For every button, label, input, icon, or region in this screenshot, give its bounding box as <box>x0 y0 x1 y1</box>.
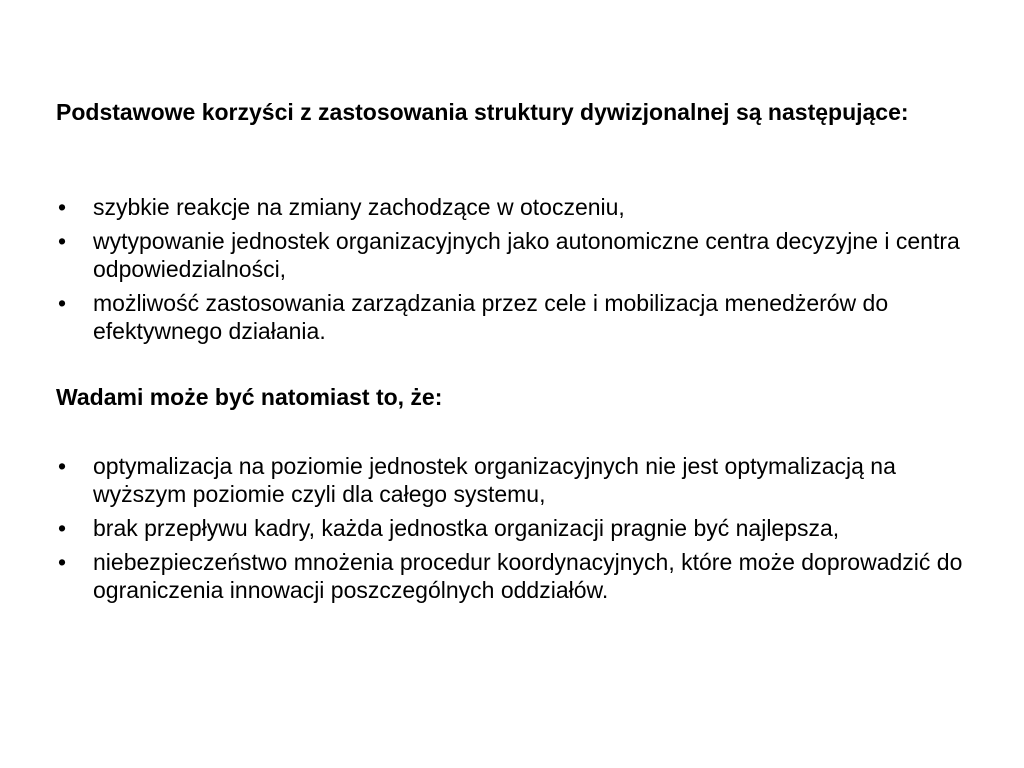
list-item <box>56 514 976 542</box>
bullet-icon: • <box>58 549 67 575</box>
bullet-icon: • <box>58 290 67 316</box>
bullet-icon: • <box>58 194 67 220</box>
list-item <box>56 193 976 221</box>
list-item-text: szybkie reakcje na zmiany zachodzące w otoczeniu, <box>93 194 625 220</box>
list-item <box>56 548 976 604</box>
list-item <box>56 452 976 508</box>
bullet-icon: • <box>58 228 67 254</box>
list-item <box>56 289 976 345</box>
bullet-icon: • <box>58 453 67 479</box>
disadvantages-list <box>56 452 976 610</box>
disadvantages-heading: Wadami może być natomiast to, że: <box>56 384 443 410</box>
list-item-text: brak przepływu kadry, każda jednostka organizacji pragnie być najlepsza, <box>93 515 840 541</box>
advantages-heading: Podstawowe korzyści z zastosowania struktury dywizjonalnej są następujące: <box>56 99 909 125</box>
list-item-text: możliwość zastosowania zarządzania przez cele i mobilizacja menedżerów do efektywnego działania. <box>93 290 889 344</box>
list-item-text: optymalizacja na poziomie jednostek organizacyjnych nie jest optymalizacją na wyższym poziomie czyli dla całego systemu, <box>93 453 896 507</box>
list-item-text: niebezpieczeństwo mnożenia procedur koordynacyjnych, które może doprowadzić do ograniczenia innowacji poszczególnych oddziałów. <box>93 549 963 603</box>
advantages-list <box>56 193 976 351</box>
list-item <box>56 227 976 283</box>
bullet-icon: • <box>58 515 67 541</box>
list-item-text: wytypowanie jednostek organizacyjnych jako autonomiczne centra decyzyjne i centra odpowiedzialności, <box>93 228 960 282</box>
